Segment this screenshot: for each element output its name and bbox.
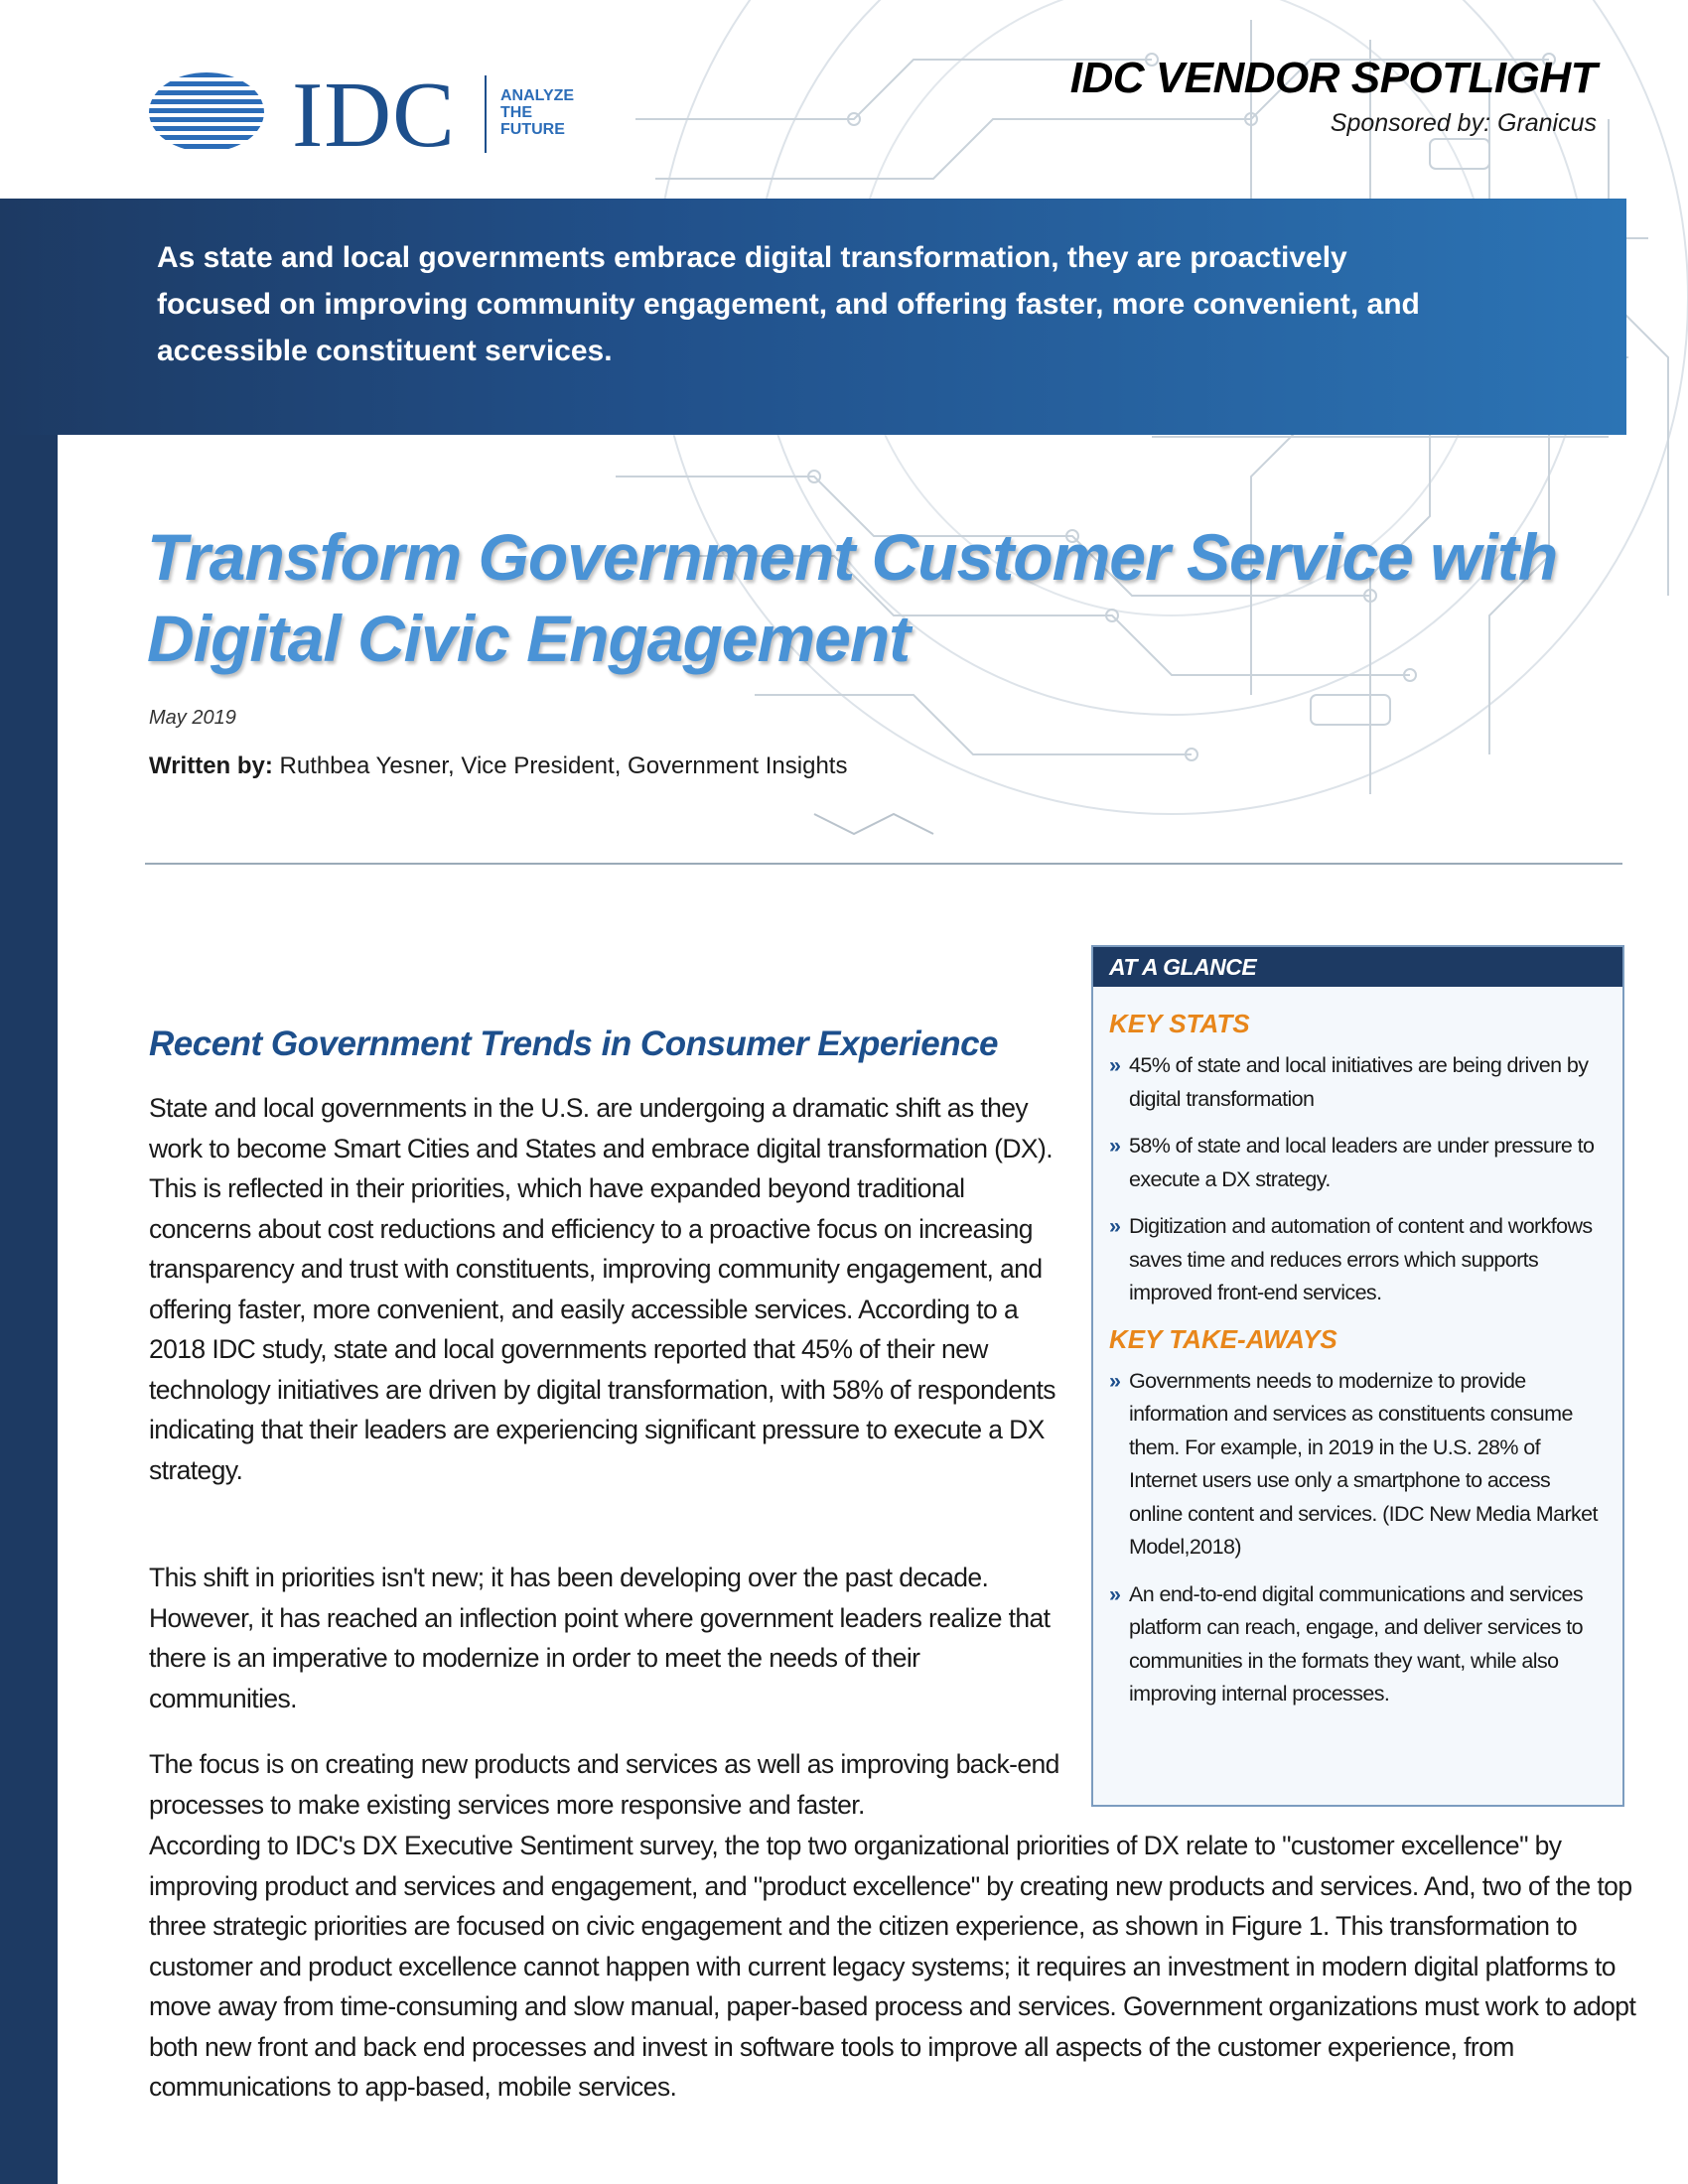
banner-text: As state and local governments embrace digital transformation, they are proactively focused on improving community engagement, and offering faster, more convenient, and accessible constituent services. (157, 241, 1420, 367)
list-item (1109, 1130, 1609, 1196)
title-divider (145, 863, 1622, 865)
byline (149, 752, 847, 780)
takeaway-text: Governments needs to modernize to provide information and services as constituents consume them. For example, in 2019 in the U.S. 28% of Internet users use only a smartphone to access online content and services. (IDC New Media Market Model,2018) (1129, 1368, 1598, 1559)
logo-divider (485, 75, 487, 153)
stat-text: Digitization and automation of content and workfows saves time and reduces errors which supports improved front-end services. (1129, 1214, 1593, 1304)
body-paragraph: The focus is on creating new products and services as well as improving back-end processes to make existing services more responsive and faster. (149, 1749, 1059, 1820)
key-takeaways-list (1093, 1365, 1622, 1711)
body-paragraph: State and local governments in the U.S. are undergoing a dramatic shift as they work to become Smart Cities and States and embrace digital transformation (DX). This is reflected in their priorities, which have expanded beyond traditional concerns about cost reductions and efficiency to a proactive focus on increasing transparency and trust with constituents, improving community engagement, and offering faster, more convenient, and easily accessible services. According to a 2018 IDC study, state and local governments reported that 45% of their new technology initiatives are driven by digital transformation, with 58% of respondents indicating that their leaders are experiencing significant pressure to execute a DX strategy. (149, 1093, 1055, 1485)
bullet-icon: » (1109, 1053, 1121, 1077)
glance-header: AT A GLANCE (1093, 947, 1622, 987)
bullet-icon: » (1109, 1368, 1121, 1393)
body-paragraph: According to IDC's DX Executive Sentiment survey, the top two organizational priorities of DX relate to "customer excellence" by improving product and services and engagement, and "product excellence" by creating new products and services. And, two of the top three strategic priorities are focused on civic engagement and the citizen experience, as shown in Figure 1. This transformation to customer and product excellence cannot happen with current legacy systems; it requires an investment in modern digital platforms to move away from time-consuming and slow manual, paper-based process and services. Government organizations must work to adopt both new front and back end processes and invest in software tools to improve all aspects of the customer experience, from communications to app-based, mobile services. (149, 1831, 1636, 2102)
idc-logo (147, 64, 584, 167)
key-takeaways-title: KEY TAKE-AWAYS (1109, 1323, 1337, 1354)
idc-globe-icon (147, 69, 266, 155)
spotlight-title: IDC VENDOR SPOTLIGHT (1069, 54, 1597, 102)
bullet-icon: » (1109, 1134, 1121, 1158)
list-item (1109, 1049, 1609, 1116)
document-title: Transform Government Customer Service with Digital Civic Engagement (147, 520, 1558, 675)
vendor-spotlight-block (1070, 54, 1597, 138)
key-stats-title: KEY STATS (1109, 1009, 1250, 1038)
at-a-glance-box (1091, 945, 1624, 1807)
body-paragraph: This shift in priorities isn't new; it has been developing over the past decade. However, it has reached an inflection point where government leaders realize that there is an imperative to modernize in order to meet the needs of their communities. (149, 1563, 1051, 1713)
list-item (1109, 1210, 1609, 1310)
stat-text: 45% of state and local initiatives are being driven by digital transformation (1129, 1053, 1589, 1111)
publication-date: May 2019 (149, 707, 236, 729)
key-stats-list (1093, 1049, 1622, 1310)
takeaway-text: An end-to-end digital communications and services platform can reach, engage, and deliver services to communities in the formats they want, while also improving internal processes. (1129, 1581, 1584, 1706)
section-heading: Recent Government Trends in Consumer Experience (149, 1024, 999, 1063)
list-item (1109, 1365, 1609, 1565)
stat-text: 58% of state and local leaders are under pressure to execute a DX strategy. (1129, 1134, 1595, 1191)
list-item (1109, 1578, 1609, 1711)
bullet-icon: » (1109, 1581, 1121, 1606)
bullet-icon: » (1109, 1214, 1121, 1238)
left-accent-bar (0, 199, 58, 2184)
idc-wordmark: IDC (292, 64, 456, 167)
logo-tagline: ANALYZE THE FUTURE (500, 87, 575, 138)
sponsor-line: Sponsored by: Granicus (1330, 109, 1597, 137)
byline-author: Ruthbea Yesner, Vice President, Government Insights (272, 752, 848, 779)
byline-label: Written by: (149, 752, 273, 779)
